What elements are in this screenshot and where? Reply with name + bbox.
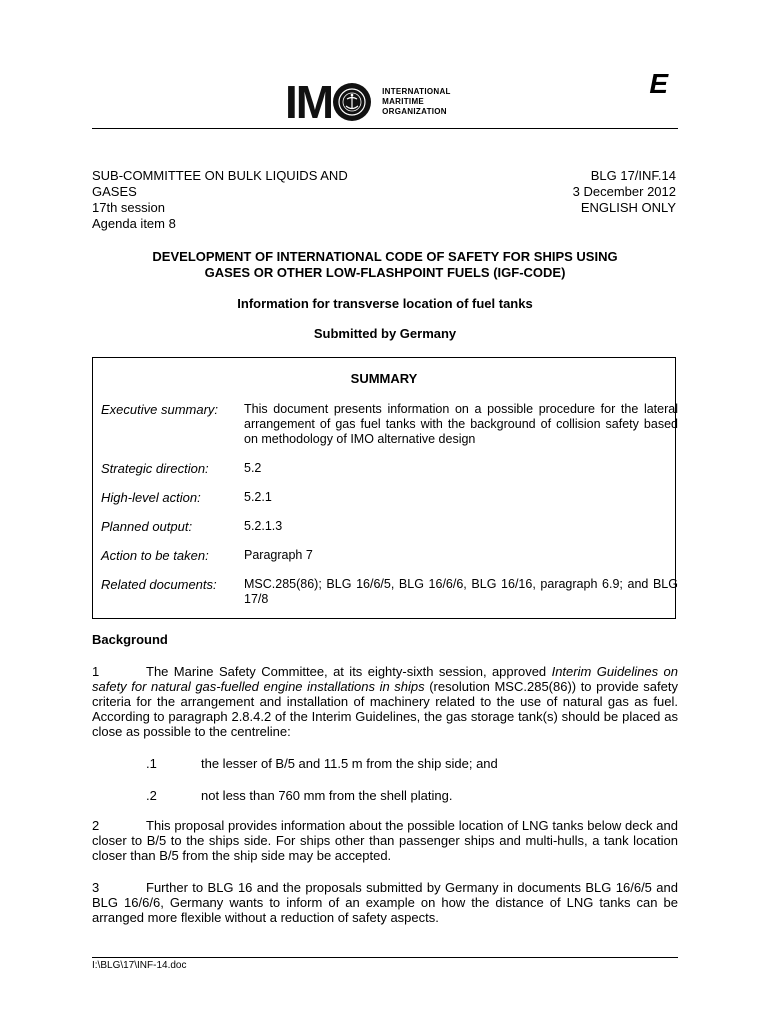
doc-symbol: BLG 17/INF.14 [590,168,676,183]
committee-line2: GASES [92,184,137,199]
footer-file-path: I:\BLG\17\INF-14.doc [92,960,187,971]
document-info [573,168,676,216]
summary-heading: SUMMARY [350,371,418,386]
paragraph-2: 2 This proposal provides information about the possible location of LNG tanks below deck and closer to B/5 to the ships side. For ships other than passenger ships and multi-hulls, a tank location closer than B/5 from the ship side may be accepted. [92,818,678,863]
summary-box [92,357,676,619]
paragraph-1: 1 The Marine Safety Committee, at its eighty-sixth session, approved Interim Guidelines on safety for natural gas-fuelled engine installations in ships (resolution MSC.285(86)) to provide safety criteria for the arrangement and installation of machinery related to the use of natural gas as fuel. According to paragraph 2.8.4.2 of the Interim Guidelines, the gas storage tank(s) should be placed as close as possible to the centreline: [92,664,679,739]
summary-value: 5.2.1.3 [244,519,283,533]
summary-label: Planned output: [101,519,193,534]
submitted-by: Submitted by Germany [313,326,457,341]
paragraph-number: 1 [92,664,100,679]
doc-language: ENGLISH ONLY [580,200,676,215]
summary-value: 5.2 [244,461,262,475]
sub-item: .2 not less than 760 mm from the shell plating. [146,788,453,803]
committee-line1: SUB-COMMITTEE ON BULK LIQUIDS AND [92,168,348,183]
session: 17th session [92,200,165,215]
document-title: DEVELOPMENT OF INTERNATIONAL CODE OF SAFETY FOR SHIPS USING GASES OR OTHER LOW-FLASHPOINT FUELS (IGF-CODE) [152,249,618,280]
summary-value: 5.2.1 [244,490,272,504]
committee-info [92,168,422,232]
summary-label: Executive summary: [101,402,219,417]
logo-text: I M [285,80,372,124]
footer-divider [92,957,678,958]
summary-label: High-level action: [101,490,201,505]
org-name: INTERNATIONAL MARITIME ORGANIZATION [382,87,451,116]
imo-emblem-icon [333,83,371,121]
paragraph-number: 2 [92,818,100,833]
sub-item: .1 the lesser of B/5 and 11.5 m from the ship side; and [146,756,498,771]
summary-value: MSC.285(86); BLG 16/6/5, BLG 16/6/6, BLG 16/16, paragraph 6.9; and BLG 17/8 [244,577,678,606]
language-letter: E [649,68,668,99]
summary-value: Paragraph 7 [244,548,313,562]
paragraph-number: 3 [92,880,100,895]
summary-label: Action to be taken: [101,548,209,563]
summary-label: Strategic direction: [101,461,209,476]
background-heading: Background [92,632,168,647]
agenda-item: Agenda item 8 [92,216,176,231]
document-subject: Information for transverse location of fuel tanks [237,296,533,311]
summary-label: Related documents: [101,577,217,592]
imo-logo [285,76,515,128]
paragraph-3: 3 Further to BLG 16 and the proposals submitted by Germany in documents BLG 16/6/5 and BLG 16/6/6, Germany wants to inform of an example on how the distance of LNG tanks can be arranged more flexible without a reduction of safety aspects. [92,880,678,925]
doc-date: 3 December 2012 [572,184,676,199]
summary-value: This document presents information on a possible procedure for the lateral arrangement of gas fuel tanks with the background of collision safety based on methodology of IMO alternative design [244,402,678,446]
header-divider [92,128,678,129]
